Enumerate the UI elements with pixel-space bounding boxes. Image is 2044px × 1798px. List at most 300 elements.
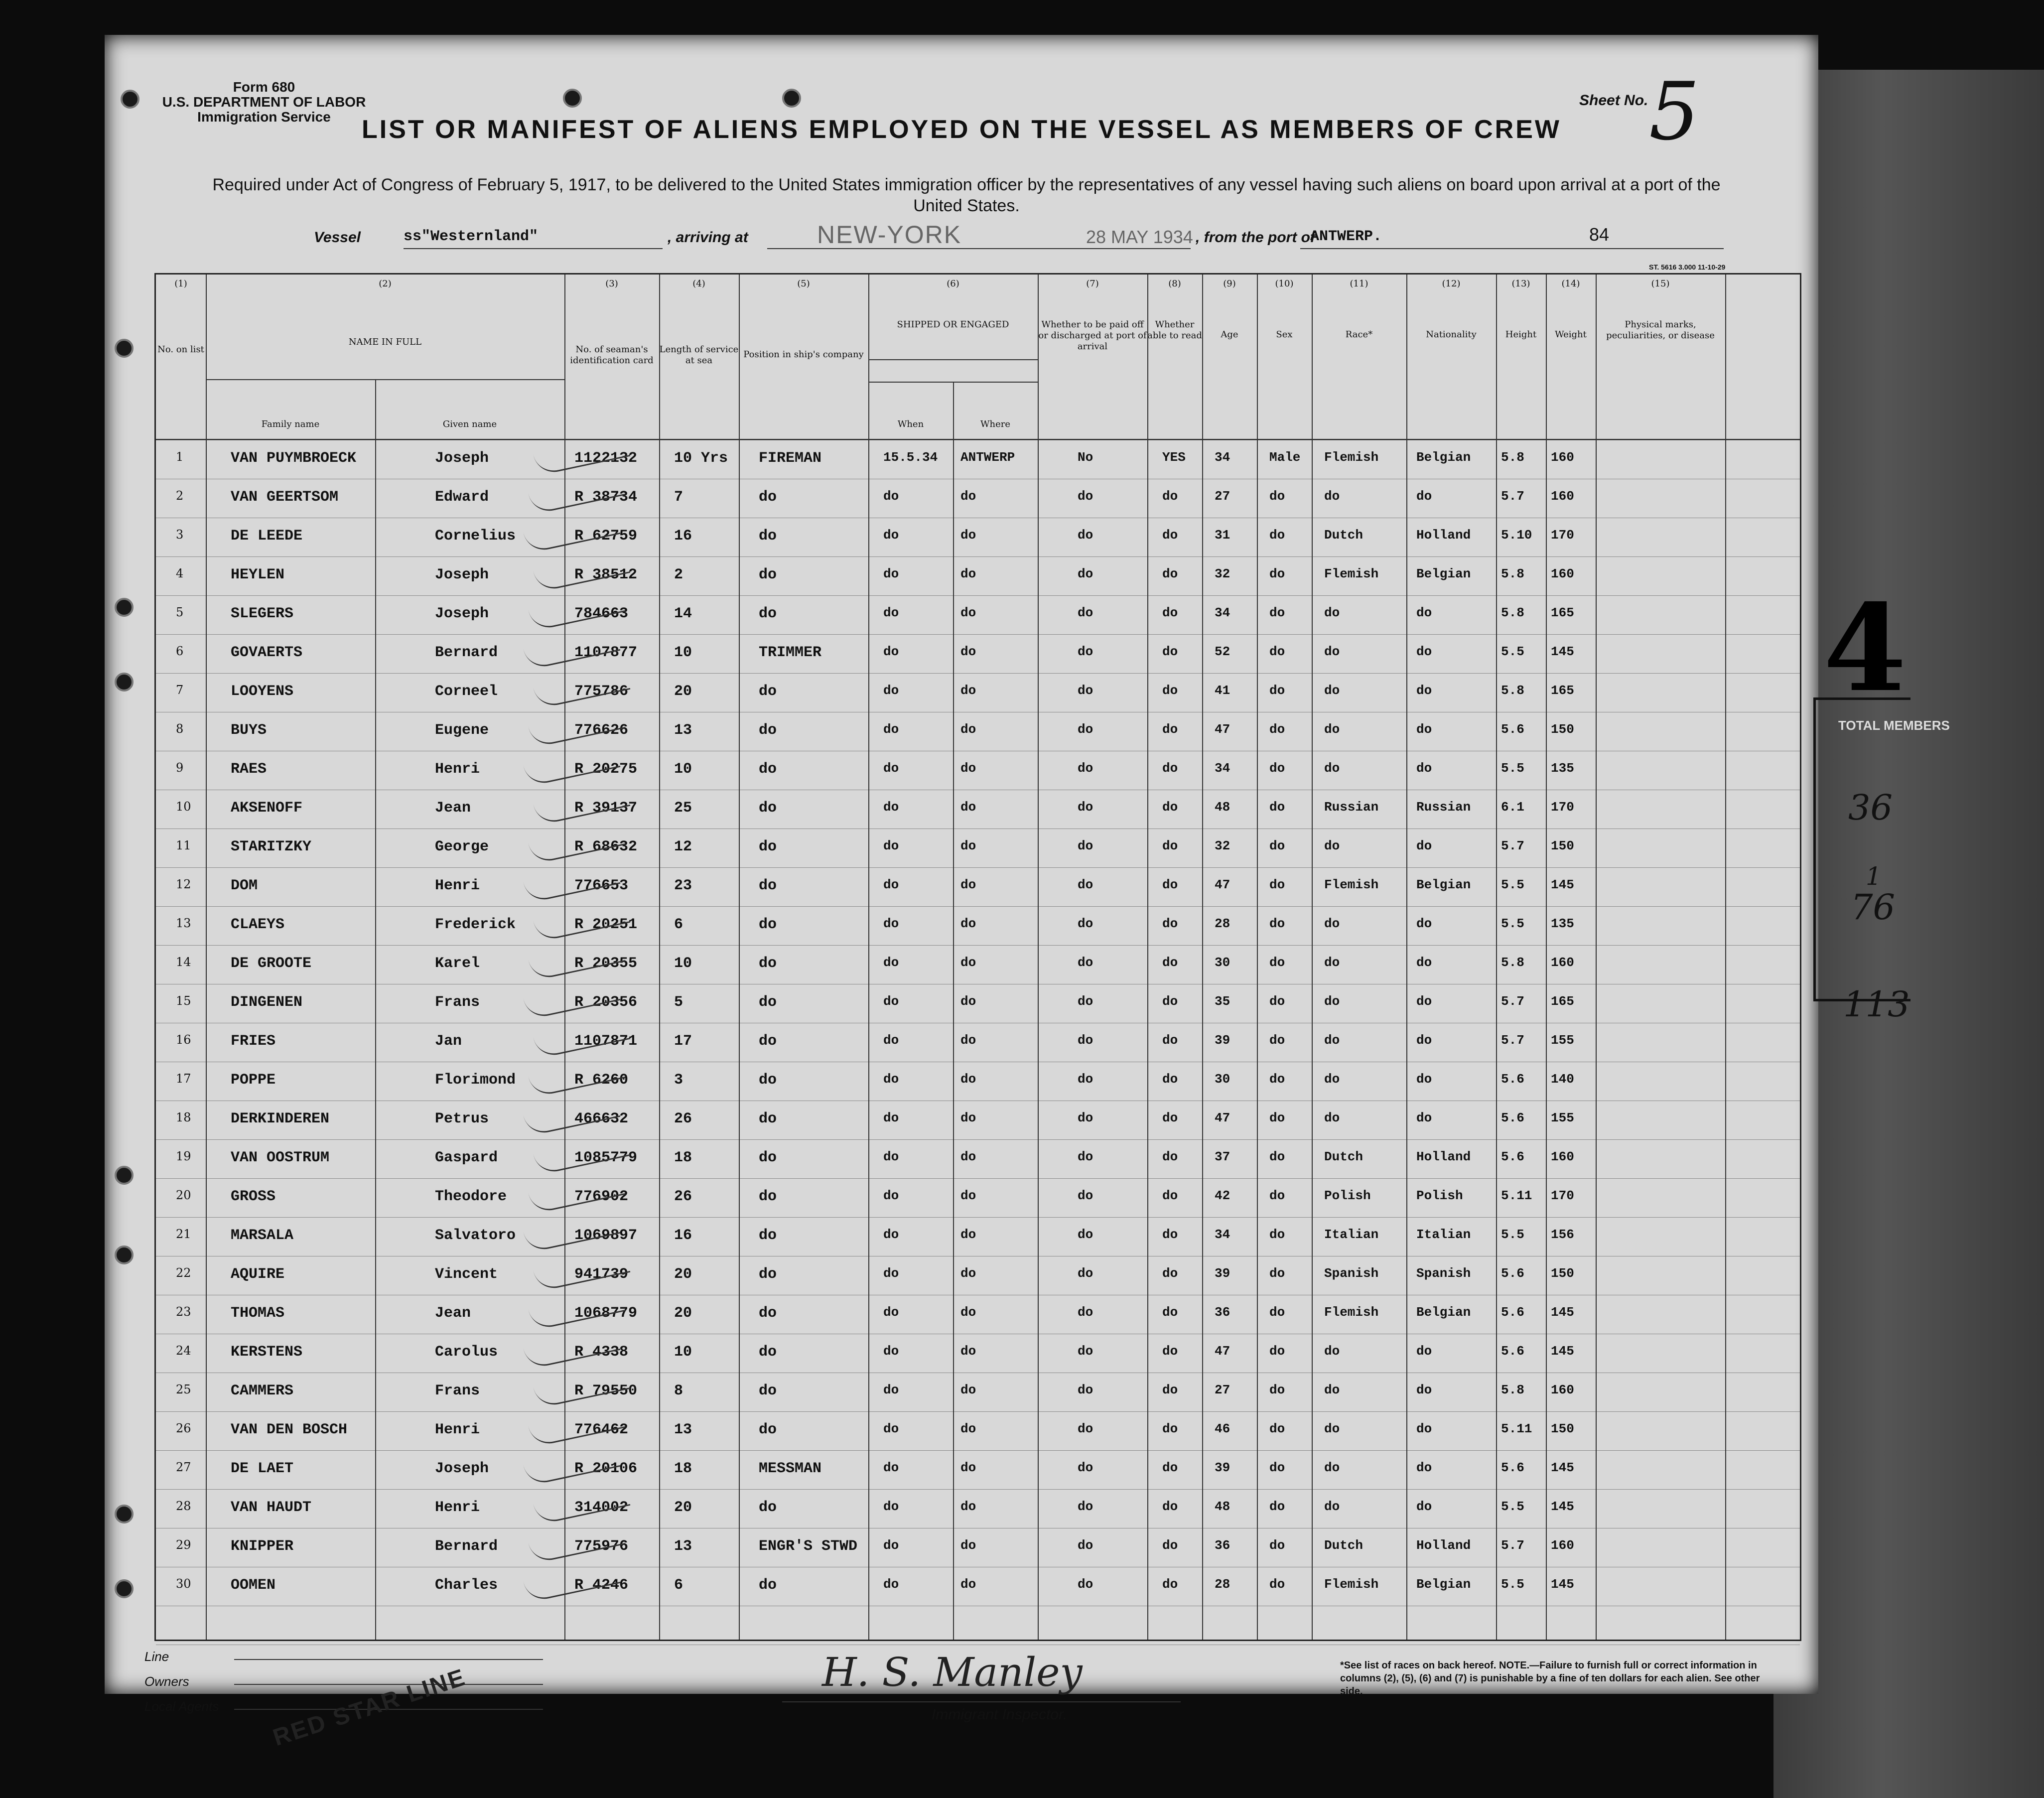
family-name: AKSENOFF bbox=[231, 800, 303, 817]
shipped-when: do bbox=[883, 1033, 899, 1048]
weight: 145 bbox=[1551, 1577, 1574, 1592]
shipped-where: do bbox=[960, 838, 976, 853]
paid-off: do bbox=[1078, 1149, 1093, 1164]
race: Polish bbox=[1324, 1188, 1371, 1203]
row-number: 19 bbox=[176, 1149, 191, 1163]
col-header-read: Whether able to read bbox=[1147, 319, 1202, 341]
row-number: 23 bbox=[176, 1305, 191, 1319]
punch-hole bbox=[115, 339, 134, 358]
arriving-label: , arriving at bbox=[668, 229, 748, 246]
race: do bbox=[1324, 1033, 1340, 1048]
column-divider bbox=[1596, 275, 1597, 1640]
check-mark bbox=[534, 435, 631, 476]
row-number: 12 bbox=[176, 877, 191, 891]
shipped-where: do bbox=[960, 1266, 976, 1281]
age: 36 bbox=[1215, 1538, 1230, 1553]
race: Flemish bbox=[1324, 566, 1379, 581]
shipped-when: do bbox=[883, 1227, 899, 1242]
col-header-service: Length of service at sea bbox=[659, 344, 739, 366]
col-num: (10) bbox=[1275, 278, 1294, 289]
row-rule bbox=[156, 1139, 1800, 1140]
given-name: Vincent bbox=[435, 1266, 498, 1283]
family-name: DOM bbox=[231, 877, 258, 894]
height: 5.10 bbox=[1501, 528, 1532, 543]
weight: 160 bbox=[1551, 1149, 1574, 1164]
given-name: Henri bbox=[435, 1421, 480, 1438]
sex: do bbox=[1269, 1344, 1285, 1359]
paid-off: do bbox=[1078, 1344, 1093, 1359]
shipped-where: do bbox=[960, 1033, 976, 1048]
weight: 145 bbox=[1551, 644, 1574, 659]
weight: 160 bbox=[1551, 955, 1574, 970]
sex: do bbox=[1269, 1383, 1285, 1397]
row-rule bbox=[156, 1411, 1800, 1412]
tally-box bbox=[1813, 697, 1910, 1001]
col-header-given: Given name bbox=[442, 419, 497, 429]
race: do bbox=[1324, 838, 1340, 853]
column-divider bbox=[739, 275, 740, 1640]
weight: 160 bbox=[1551, 566, 1574, 581]
row-number: 1 bbox=[176, 450, 184, 464]
col-num: (13) bbox=[1511, 278, 1530, 289]
weight: 140 bbox=[1551, 1072, 1574, 1087]
weight: 135 bbox=[1551, 761, 1574, 776]
race: Flemish bbox=[1324, 1577, 1379, 1592]
check-mark bbox=[534, 552, 631, 593]
height: 5.7 bbox=[1501, 489, 1524, 504]
nationality: do bbox=[1416, 683, 1432, 698]
nationality: do bbox=[1416, 1110, 1432, 1125]
given-name: Frans bbox=[435, 1383, 480, 1399]
weight: 160 bbox=[1551, 1538, 1574, 1553]
height: 5.11 bbox=[1501, 1188, 1532, 1203]
col-num: (1) bbox=[174, 278, 187, 289]
service-length: 23 bbox=[674, 877, 692, 894]
check-mark bbox=[524, 1213, 621, 1253]
col-header-position: Position in ship's company bbox=[743, 349, 864, 360]
ship-position: do bbox=[759, 800, 777, 817]
given-name: George bbox=[435, 838, 489, 855]
paid-off: do bbox=[1078, 877, 1093, 892]
shipped-when: do bbox=[883, 1110, 899, 1125]
col-header-weight: Weight bbox=[1555, 329, 1587, 340]
nationality: Belgian bbox=[1416, 566, 1471, 581]
seaman-card-number: 776653 bbox=[574, 877, 629, 894]
able-to-read: do bbox=[1162, 605, 1178, 620]
check-mark bbox=[524, 1096, 621, 1137]
check-mark bbox=[529, 824, 626, 865]
row-rule bbox=[156, 1217, 1800, 1218]
race: Flemish bbox=[1324, 450, 1379, 465]
race: do bbox=[1324, 1344, 1340, 1359]
page-code: 84 bbox=[1589, 224, 1610, 245]
race: do bbox=[1324, 489, 1340, 504]
family-name: VAN DEN BOSCH bbox=[231, 1421, 348, 1438]
from-port-label: , from the port of bbox=[1196, 229, 1315, 246]
age: 47 bbox=[1215, 722, 1230, 737]
shipped-when: do bbox=[883, 1188, 899, 1203]
given-name: Eugene bbox=[435, 722, 489, 739]
shipped-when: do bbox=[883, 916, 899, 931]
shipped-when: do bbox=[883, 1072, 899, 1087]
given-name: Joseph bbox=[435, 1460, 489, 1477]
arrival-underline bbox=[767, 248, 1191, 249]
row-number: 18 bbox=[176, 1110, 191, 1124]
family-name: DE GROOTE bbox=[231, 955, 312, 972]
age: 52 bbox=[1215, 644, 1230, 659]
nationality: do bbox=[1416, 1460, 1432, 1475]
paid-off: do bbox=[1078, 1266, 1093, 1281]
weight: 155 bbox=[1551, 1110, 1574, 1125]
family-name: VAN GEERTSOM bbox=[231, 489, 339, 506]
able-to-read: do bbox=[1162, 1421, 1178, 1436]
service-length: 13 bbox=[674, 722, 692, 739]
family-name: DINGENEN bbox=[231, 994, 303, 1011]
shipped-where: do bbox=[960, 1188, 976, 1203]
age: 48 bbox=[1215, 1499, 1230, 1514]
shipped-when: do bbox=[883, 800, 899, 815]
sex: do bbox=[1269, 1577, 1285, 1592]
row-number: 22 bbox=[176, 1266, 191, 1280]
shipped-where: do bbox=[960, 877, 976, 892]
row-number: 25 bbox=[176, 1383, 191, 1396]
nationality: Italian bbox=[1416, 1227, 1471, 1242]
age: 30 bbox=[1215, 955, 1230, 970]
age: 34 bbox=[1215, 1227, 1230, 1242]
ship-position: do bbox=[759, 877, 777, 894]
col-header-when: When bbox=[897, 419, 924, 429]
shipped-where: do bbox=[960, 605, 976, 620]
col-header-physical: Physical marks, peculiarities, or disease bbox=[1606, 319, 1715, 341]
check-mark bbox=[529, 1057, 629, 1098]
race: do bbox=[1324, 1072, 1340, 1087]
footnote: *See list of races on back hereof. NOTE.—Failure to furnish full or correct information in columns (2), (5), (6) and (7) is punishable by a fine of ten dollars for each alien. See other side. bbox=[1340, 1660, 1760, 1697]
height: 5.5 bbox=[1501, 1577, 1524, 1592]
nationality: do bbox=[1416, 1072, 1432, 1087]
col-num: (4) bbox=[692, 278, 705, 289]
ship-position: do bbox=[759, 1266, 777, 1283]
sex: do bbox=[1269, 955, 1285, 970]
given-name: Gaspard bbox=[435, 1149, 498, 1166]
shipped-where: do bbox=[960, 1227, 976, 1242]
shipped-where: do bbox=[960, 800, 976, 815]
check-mark bbox=[534, 785, 631, 826]
race: do bbox=[1324, 1110, 1340, 1125]
ship-position: do bbox=[759, 761, 777, 778]
row-number: 29 bbox=[176, 1538, 191, 1552]
sex: do bbox=[1269, 838, 1285, 853]
age: 28 bbox=[1215, 1577, 1230, 1592]
given-name: Joseph bbox=[435, 566, 489, 583]
race: do bbox=[1324, 644, 1340, 659]
given-name: Frederick bbox=[435, 916, 516, 933]
ship-position: do bbox=[759, 1033, 777, 1050]
nationality: do bbox=[1416, 994, 1432, 1009]
column-divider bbox=[953, 382, 954, 1640]
check-mark bbox=[524, 1329, 621, 1370]
check-mark bbox=[529, 1407, 629, 1448]
service-length: 7 bbox=[674, 489, 683, 506]
seaman-card-number: 775786 bbox=[574, 683, 629, 700]
row-number: 6 bbox=[176, 644, 184, 658]
nationality: do bbox=[1416, 1421, 1432, 1436]
age: 34 bbox=[1215, 761, 1230, 776]
family-name: SLEGERS bbox=[231, 605, 294, 622]
row-rule bbox=[156, 673, 1800, 674]
family-name: POPPE bbox=[231, 1072, 276, 1089]
race: do bbox=[1324, 1499, 1340, 1514]
nationality: Polish bbox=[1416, 1188, 1463, 1203]
seaman-card-number: R 20106 bbox=[574, 1460, 638, 1477]
seaman-card-number: 1122132 bbox=[574, 450, 638, 467]
given-name: Henri bbox=[435, 761, 480, 778]
col-header-height: Height bbox=[1505, 329, 1537, 340]
given-name: Jean bbox=[435, 1305, 471, 1322]
seaman-card-number: 941739 bbox=[574, 1266, 629, 1283]
age: 39 bbox=[1215, 1033, 1230, 1048]
given-name: Bernard bbox=[435, 1538, 498, 1555]
height: 5.8 bbox=[1501, 1383, 1524, 1397]
given-name: Jan bbox=[435, 1033, 462, 1050]
race: do bbox=[1324, 955, 1340, 970]
ship-position: do bbox=[759, 605, 777, 622]
height: 5.6 bbox=[1501, 1305, 1524, 1320]
col-header-card: No. of seaman's identification card bbox=[570, 344, 654, 366]
shipped-when: do bbox=[883, 1344, 899, 1359]
check-mark bbox=[534, 1018, 631, 1059]
weight: 165 bbox=[1551, 683, 1574, 698]
age: 39 bbox=[1215, 1460, 1230, 1475]
shipped-where: do bbox=[960, 994, 976, 1009]
service-length: 13 bbox=[674, 1538, 692, 1555]
nationality: do bbox=[1416, 955, 1432, 970]
seaman-card-number: 466632 bbox=[574, 1110, 629, 1127]
shipped-when: do bbox=[883, 1305, 899, 1320]
service-length: 26 bbox=[674, 1188, 692, 1205]
height: 5.8 bbox=[1501, 955, 1524, 970]
shipped-where: do bbox=[960, 683, 976, 698]
check-mark bbox=[534, 1485, 631, 1525]
able-to-read: do bbox=[1162, 1383, 1178, 1397]
subtitle: Required under Act of Congress of February 5, 1917, to be delivered to the United States immigration officer by the representatives of any vessel having such aliens on board upon arrival at a port of the United States. bbox=[212, 175, 1721, 215]
paid-off: do bbox=[1078, 761, 1093, 776]
nationality: Belgian bbox=[1416, 1305, 1471, 1320]
race: do bbox=[1324, 994, 1340, 1009]
weight: 165 bbox=[1551, 994, 1574, 1009]
service-length: 12 bbox=[674, 838, 692, 855]
ship-position: do bbox=[759, 838, 777, 855]
sex: do bbox=[1269, 994, 1285, 1009]
column-divider bbox=[1406, 275, 1407, 1640]
race: do bbox=[1324, 916, 1340, 931]
shipped-when: do bbox=[883, 1149, 899, 1164]
weight: 145 bbox=[1551, 1344, 1574, 1359]
shipped-when: do bbox=[883, 1538, 899, 1553]
family-name: RAES bbox=[231, 761, 267, 778]
paid-off: do bbox=[1078, 683, 1093, 698]
shipped-where: do bbox=[960, 644, 976, 659]
header-rule bbox=[206, 379, 564, 380]
height: 5.5 bbox=[1501, 644, 1524, 659]
column-divider bbox=[659, 275, 660, 1640]
weight: 145 bbox=[1551, 877, 1574, 892]
given-name: Petrus bbox=[435, 1110, 489, 1127]
row-number: 30 bbox=[176, 1577, 191, 1591]
seaman-card-number: R 39137 bbox=[574, 800, 638, 817]
col-num: (5) bbox=[797, 278, 810, 289]
service-length: 18 bbox=[674, 1460, 692, 1477]
row-number: 17 bbox=[176, 1072, 191, 1086]
row-number: 2 bbox=[176, 489, 184, 503]
red-star-line-stamp: RED STAR LINE bbox=[270, 1663, 469, 1752]
signature-underline bbox=[782, 1701, 1181, 1702]
weight: 135 bbox=[1551, 916, 1574, 931]
row-number: 24 bbox=[176, 1344, 191, 1358]
row-rule bbox=[156, 556, 1800, 557]
age: 41 bbox=[1215, 683, 1230, 698]
row-number: 4 bbox=[176, 566, 184, 580]
weight: 145 bbox=[1551, 1305, 1574, 1320]
nationality: do bbox=[1416, 916, 1432, 931]
family-name: CLAEYS bbox=[231, 916, 285, 933]
able-to-read: do bbox=[1162, 566, 1178, 581]
weight: 156 bbox=[1551, 1227, 1574, 1242]
weight: 150 bbox=[1551, 1266, 1574, 1281]
able-to-read: do bbox=[1162, 1227, 1178, 1242]
seaman-card-number: R 38512 bbox=[574, 566, 638, 583]
col-header-nationality: Nationality bbox=[1426, 329, 1477, 340]
given-name: Charles bbox=[435, 1577, 498, 1594]
check-mark bbox=[534, 1368, 631, 1409]
height: 5.6 bbox=[1501, 722, 1524, 737]
row-number: 13 bbox=[176, 916, 191, 930]
age: 30 bbox=[1215, 1072, 1230, 1087]
column-divider bbox=[1147, 275, 1148, 1640]
given-name: Karel bbox=[435, 955, 480, 972]
row-number: 10 bbox=[176, 800, 191, 814]
row-number: 28 bbox=[176, 1499, 191, 1513]
family-name: OOMEN bbox=[231, 1577, 276, 1594]
weight: 150 bbox=[1551, 838, 1574, 853]
check-mark bbox=[529, 1174, 629, 1215]
service-length: 6 bbox=[674, 916, 683, 933]
family-name: STARITZKY bbox=[231, 838, 312, 855]
shipped-where: do bbox=[960, 1460, 976, 1475]
sex: do bbox=[1269, 566, 1285, 581]
able-to-read: do bbox=[1162, 1149, 1178, 1164]
given-name: Joseph bbox=[435, 450, 489, 467]
weight: 155 bbox=[1551, 1033, 1574, 1048]
height: 5.8 bbox=[1501, 605, 1524, 620]
row-number: 11 bbox=[176, 838, 191, 852]
row-number: 21 bbox=[176, 1227, 191, 1241]
given-name: Henri bbox=[435, 1499, 480, 1516]
footer-labels bbox=[144, 1644, 219, 1719]
height: 5.7 bbox=[1501, 838, 1524, 853]
able-to-read: do bbox=[1162, 1072, 1178, 1087]
able-to-read: do bbox=[1162, 1110, 1178, 1125]
nationality: Belgian bbox=[1416, 1577, 1471, 1592]
service-length: 16 bbox=[674, 528, 692, 545]
nationality: Belgian bbox=[1416, 877, 1471, 892]
ship-position: do bbox=[759, 1577, 777, 1594]
col-header-shipped: SHIPPED OR ENGAGED bbox=[897, 319, 1009, 330]
punch-hole bbox=[563, 89, 582, 108]
seaman-card-number: R 4246 bbox=[574, 1577, 629, 1594]
paid-off: do bbox=[1078, 1460, 1093, 1475]
shipped-when: do bbox=[883, 528, 899, 543]
weight: 150 bbox=[1551, 722, 1574, 737]
age: 42 bbox=[1215, 1188, 1230, 1203]
shipped-where: do bbox=[960, 1383, 976, 1397]
line-label: Line bbox=[144, 1649, 169, 1664]
able-to-read: do bbox=[1162, 916, 1178, 931]
height: 5.6 bbox=[1501, 1460, 1524, 1475]
shipped-when: do bbox=[883, 761, 899, 776]
tally-title: TOTAL MEMBERS bbox=[1838, 718, 1950, 733]
check-mark bbox=[524, 513, 621, 554]
able-to-read: do bbox=[1162, 683, 1178, 698]
nationality: Holland bbox=[1416, 1149, 1471, 1164]
sex: do bbox=[1269, 1033, 1285, 1048]
from-port: ANTWERP. bbox=[1310, 228, 1382, 245]
sex: do bbox=[1269, 1227, 1285, 1242]
line-underline bbox=[234, 1659, 543, 1660]
paid-off: do bbox=[1078, 1383, 1093, 1397]
col-header-where: Where bbox=[980, 419, 1010, 429]
col-num: (9) bbox=[1223, 278, 1236, 289]
weight: 150 bbox=[1551, 1421, 1574, 1436]
race: Spanish bbox=[1324, 1266, 1379, 1281]
weight: 160 bbox=[1551, 450, 1574, 465]
col-header-paid-off: Whether to be paid off or discharged at port of arrival bbox=[1038, 319, 1147, 352]
shipped-when: do bbox=[883, 1499, 899, 1514]
paid-off: do bbox=[1078, 722, 1093, 737]
col-num: (3) bbox=[605, 278, 618, 289]
row-number: 14 bbox=[176, 955, 191, 969]
owners-underline bbox=[234, 1684, 543, 1685]
column-divider bbox=[1257, 275, 1258, 1640]
able-to-read: do bbox=[1162, 994, 1178, 1009]
tally-value: 113 bbox=[1843, 984, 1910, 1025]
shipped-when: do bbox=[883, 1460, 899, 1475]
row-number: 7 bbox=[176, 683, 184, 697]
shipped-where: do bbox=[960, 1421, 976, 1436]
nationality: Russian bbox=[1416, 800, 1471, 815]
race: Dutch bbox=[1324, 1538, 1363, 1553]
shipped-when: do bbox=[883, 489, 899, 504]
check-mark bbox=[529, 941, 626, 981]
race: do bbox=[1324, 605, 1340, 620]
age: 34 bbox=[1215, 605, 1230, 620]
sex: Male bbox=[1269, 450, 1301, 465]
row-rule bbox=[156, 595, 1800, 596]
shipped-where: do bbox=[960, 1499, 976, 1514]
height: 5.7 bbox=[1501, 1033, 1524, 1048]
ship-position: do bbox=[759, 1110, 777, 1127]
paid-off: do bbox=[1078, 1110, 1093, 1125]
ship-position: do bbox=[759, 566, 777, 583]
shipped-when: do bbox=[883, 683, 899, 698]
check-mark bbox=[524, 979, 621, 1020]
given-name: Edward bbox=[435, 489, 489, 506]
family-name: VAN HAUDT bbox=[231, 1499, 312, 1516]
seaman-card-number: 784663 bbox=[574, 605, 629, 622]
sex: do bbox=[1269, 1305, 1285, 1320]
service-length: 3 bbox=[674, 1072, 683, 1089]
shipped-when: do bbox=[883, 1421, 899, 1436]
nationality: do bbox=[1416, 1033, 1432, 1048]
